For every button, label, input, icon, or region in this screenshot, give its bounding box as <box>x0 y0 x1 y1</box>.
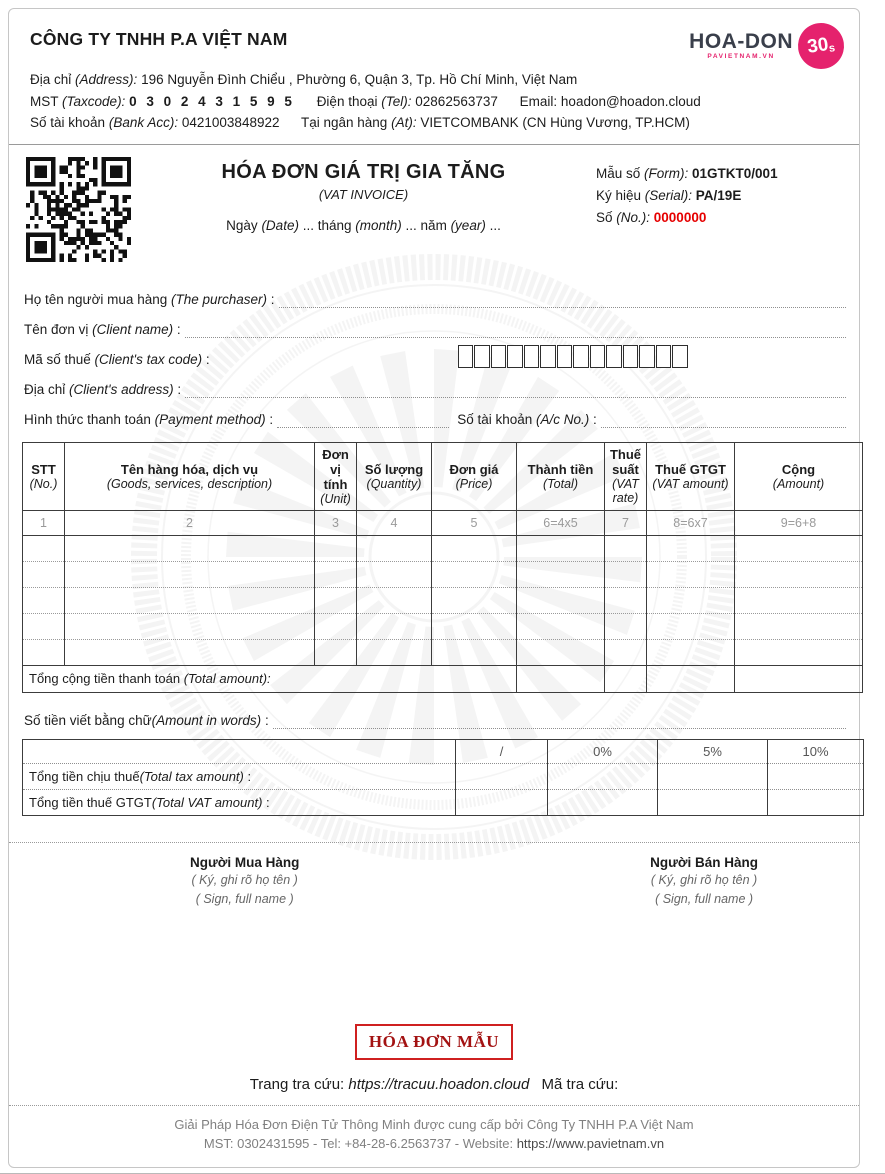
tax-code-cell <box>557 345 573 368</box>
tax-summary-label: Tổng tiền thuế GTGT(Total VAT amount) : <box>23 789 456 815</box>
tax-rate-header: 5% <box>658 739 768 763</box>
form-field-payment-method: Hình thức thanh toán (Payment method) : Số tài khoản (A/c No.) : <box>24 398 846 428</box>
logo-subtext: PAVIETNAM.VN <box>707 53 775 61</box>
tax-rate-header: 0% <box>548 739 658 763</box>
invoice-meta <box>596 157 846 229</box>
invoice-meta-row: Ký hiệu (Serial): PA/19E <box>596 187 742 203</box>
tax-code-cell <box>672 345 688 368</box>
tax-rate-header: 10% <box>768 739 864 763</box>
company-header <box>22 9 846 134</box>
total-cell <box>605 665 647 692</box>
form-field-client-address: Địa chỉ (Client's address) : <box>24 368 846 398</box>
tax-summary-cell <box>768 763 864 789</box>
qr-code <box>26 157 131 262</box>
invoice-date-line: Ngày (Date) ... tháng (month) ... năm (year) ... <box>226 217 501 233</box>
hoadon-logo <box>689 23 844 69</box>
company-bank-line: Số tài khoản (Bank Acc): 0421003848922 Tại ngân hàng (At): VIETCOMBANK (CN Hùng Vương, TP.HCM) <box>30 115 690 130</box>
total-cell <box>647 665 735 692</box>
footer-line1: Giải Pháp Hóa Đơn Điện Tử Thông Minh được cung cấp bởi Công Ty TNHH P.A Việt Nam <box>174 1116 694 1132</box>
tax-code-cell <box>590 345 606 368</box>
tax-summary-row <box>23 789 864 815</box>
form-field-client-tax-code: Mã số thuế (Client's tax code) : <box>24 338 846 368</box>
header-divider <box>9 144 859 145</box>
signature-section <box>22 855 846 908</box>
tax-code-cell <box>623 345 639 368</box>
tax-code-cell <box>656 345 672 368</box>
column-header: Cộng (Amount) <box>735 442 863 510</box>
company-taxcode-line: MST (Taxcode): 0 3 0 2 4 3 1 5 9 5 Điện thoại (Tel): 02862563737 Email: hoadon@hoadon.cloud <box>30 93 701 109</box>
item-row <box>23 613 863 639</box>
column-header: Số lượng (Quantity) <box>357 442 432 510</box>
lookup-line: Trang tra cứu: https://tracuu.hoadon.cloud Mã tra cứu: <box>249 1075 619 1093</box>
title-section <box>22 157 846 262</box>
tax-rate-header: / <box>456 739 548 763</box>
provider-footer <box>22 1115 846 1167</box>
column-number-row: 1 2 3 4 5 6=4x5 7 8=6x7 9=6+8 <box>23 510 863 535</box>
tax-summary-table <box>22 739 864 816</box>
items-table <box>22 442 863 693</box>
tax-summary-cell <box>658 789 768 815</box>
account-no-field <box>601 410 846 428</box>
column-header: Đơn giá (Price) <box>432 442 517 510</box>
column-header: Tên hàng hóa, dịch vụ (Goods, services, description) <box>65 442 315 510</box>
logo-wordmark: HOA-DON <box>689 30 793 54</box>
column-header: Thuế GTGT (VAT amount) <box>647 442 735 510</box>
tax-summary-cell <box>768 789 864 815</box>
tax-code-cell <box>573 345 589 368</box>
signature-divider <box>9 842 859 843</box>
tax-summary-cell <box>658 763 768 789</box>
tax-summary-label: Tổng tiền chịu thuế(Total tax amount) : <box>23 763 456 789</box>
column-header: Thành tiền (Total) <box>517 442 605 510</box>
provider-website-link[interactable]: https://www.pavietnam.vn <box>516 1135 665 1151</box>
field-fill-line <box>185 320 846 338</box>
tax-code-cell <box>606 345 622 368</box>
total-cell <box>735 665 863 692</box>
total-label: Tổng cộng tiền thanh toán (Total amount): <box>23 665 517 692</box>
invoice-title: HÓA ĐƠN GIÁ TRỊ GIA TĂNG <box>221 160 506 183</box>
total-cell <box>517 665 605 692</box>
item-row <box>23 535 863 561</box>
total-row <box>23 665 863 692</box>
tax-summary-cell <box>456 789 548 815</box>
invoice-meta-row: Mẫu số (Form): 01GTKT0/001 <box>596 165 778 181</box>
payment-method-field <box>277 410 449 428</box>
tax-summary-row <box>23 763 864 789</box>
footer-line2: MST: 0302431595 - Tel: +84-28-6.2563737 - Website: https://www.pavietnam.vn <box>203 1135 665 1151</box>
field-fill-line <box>279 290 846 308</box>
tax-rate-header <box>23 739 456 763</box>
amount-in-words-field <box>273 711 846 729</box>
invoice-page <box>8 8 860 1168</box>
tax-code-boxes <box>458 345 688 368</box>
tax-code-cell <box>491 345 507 368</box>
sample-invoice-stamp: HÓA ĐƠN MẪU <box>355 1024 513 1060</box>
buyer-signature-block: Người Mua Hàng ( Ký, ghi rõ họ tên ) ( Sign, full name ) <box>190 854 300 906</box>
invoice-subtitle: (VAT INVOICE) <box>318 186 409 202</box>
company-name: CÔNG TY TNHH P.A VIỆT NAM <box>30 29 288 49</box>
tax-summary-cell <box>548 789 658 815</box>
buyer-info-section <box>22 278 846 428</box>
tax-code-cell <box>524 345 540 368</box>
lookup-url-link[interactable]: https://tracuu.hoadon.cloud <box>348 1075 530 1093</box>
field-fill-line <box>185 380 846 398</box>
tax-code-cell <box>540 345 556 368</box>
tax-code-cell <box>474 345 490 368</box>
logo-badge-30s: 30 s <box>795 20 847 72</box>
footer-divider <box>9 1105 859 1106</box>
page-bottom-rule <box>0 1173 885 1174</box>
amount-in-words-row: Số tiền viết bằng chữ(Amount in words) : <box>24 703 846 729</box>
item-row <box>23 639 863 665</box>
company-address-line: Địa chỉ (Address): 196 Nguyễn Đình Chiểu , Phường 6, Quận 3, Tp. Hồ Chí Minh, Việt Nam <box>30 72 578 87</box>
form-field-client-name: Tên đơn vị (Client name) : <box>24 308 846 338</box>
tax-code-cell <box>507 345 523 368</box>
item-row <box>23 561 863 587</box>
column-header: Thuế suất (VAT rate) <box>605 442 647 510</box>
column-header: Đơn vị tính (Unit) <box>315 442 357 510</box>
form-field-purchaser: Họ tên người mua hàng (The purchaser) : <box>24 278 846 308</box>
invoice-meta-row: Số (No.): 0000000 <box>596 209 707 225</box>
tax-code-cell <box>458 345 474 368</box>
item-row <box>23 587 863 613</box>
seller-signature-block: Người Bán Hàng ( Ký, ghi rõ họ tên ) ( Sign, full name ) <box>650 854 758 906</box>
tax-summary-cell <box>456 763 548 789</box>
column-header: STT (No.) <box>23 442 65 510</box>
tax-summary-cell <box>548 763 658 789</box>
tax-code-cell <box>639 345 655 368</box>
